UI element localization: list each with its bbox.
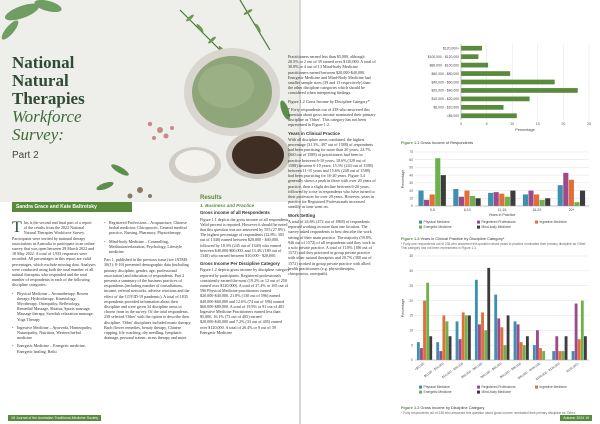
bar — [461, 46, 482, 51]
bar — [494, 295, 497, 360]
hero-image — [0, 0, 299, 202]
legend-swatch — [477, 391, 480, 394]
bar — [461, 97, 530, 102]
discipline-income-text: Figure 1.2 depicts gross income by discipline category reported by participants. Registered professionals consistently earned the most (19.2% or 12 out of 250 earned over $120,000). A total of 27.4% or 165 out of 596 Physical Medicine practitioners earned $20,000-$40,000, 21.8% (130 out of 596) earned $40,000-$60,000 and 12.6% (74 out of 596) earned $60,000-$80,000. A total of 19.9% or 81 out of 405 Ingestive Medicine Practitioners earned less than $5,000, 16.1% (73 out of 405) earned $20,000-$40,000 and 7.2% (33 out of 405) earned over $120,000. A total of 26.4% or 9 out of 39 Energetic Medicine — [200, 267, 290, 335]
y-tick-label: 30 — [409, 181, 413, 186]
y-tick-label: 0 — [411, 204, 413, 209]
legend-label: Physical Medicine — [423, 220, 450, 224]
x-axis-label: Percentage — [515, 128, 535, 132]
x-category-label: 0-5 — [429, 208, 435, 212]
discipline-list-2 — [104, 220, 192, 254]
bar — [510, 191, 515, 206]
x-axis-label: Years in Practice — [488, 213, 516, 217]
bar — [441, 175, 446, 206]
bar — [523, 345, 526, 360]
gross-income-heading: Gross income of all Respondents — [200, 210, 270, 216]
list-item: • Physical Medicine – Aromatherapy, Bowen therapy, Hydrotherapy, Kinesiology, Myotherapy, Osteopathy, Reflexology, Remedial Massage, Shiatsu, Sports massage, Massage therapy, Swedish relaxation massage, Yoga Therapy — [12, 291, 96, 322]
bar — [540, 200, 545, 206]
y-category-label: $40,000 - $60,000 — [431, 80, 459, 85]
y-tick-label: 20 — [409, 188, 413, 193]
bar — [449, 336, 452, 360]
x-tick-label: 20 — [561, 122, 566, 126]
bar — [470, 196, 475, 206]
bar — [426, 283, 429, 360]
bar — [442, 315, 445, 360]
bar — [429, 336, 432, 360]
y-tick-label: 20 — [409, 298, 413, 303]
y-category-label: $60,000 - $80,000 — [431, 71, 459, 76]
column-2 — [104, 220, 192, 343]
bar — [542, 351, 545, 360]
y-category-label: $5,000 - $10,000 — [433, 105, 459, 110]
x-category-label: $5,000 - $10,000 — [423, 361, 445, 379]
x-category-label: $80,000 - $100,000 — [516, 361, 542, 381]
discipline-income-chart — [399, 252, 595, 402]
legend-label: Physical Medicine — [423, 385, 450, 389]
legend-label: Registered Professions — [481, 220, 516, 224]
bar — [528, 191, 533, 206]
bar — [572, 351, 575, 360]
y-tick-label: 10 — [409, 328, 413, 333]
y-category-label: $80,000 - $100,000 — [429, 63, 459, 68]
bar — [526, 336, 529, 360]
bar — [580, 191, 585, 206]
x-tick-label: 5 — [485, 122, 488, 126]
column-4 — [288, 54, 376, 279]
bar — [507, 315, 510, 360]
bar — [578, 339, 581, 360]
bar — [468, 315, 471, 360]
footer-right — [560, 415, 592, 421]
fig-gross-label: Figure 1.1 — [401, 140, 420, 145]
bar — [520, 342, 523, 360]
years-practice-chart — [399, 148, 595, 234]
y-tick-label: 70 — [409, 150, 413, 155]
fig-disc-note: * Forty respondents out of 238 who answered this question about gross income nominated their primary discipline as 'Other'. — [401, 411, 577, 415]
bar — [461, 105, 503, 110]
legend-swatch — [477, 386, 480, 389]
bar — [418, 191, 423, 206]
x-category-label: <$5,000 — [413, 361, 426, 372]
y-tick-label: 25 — [409, 283, 413, 288]
intro-paragraph — [12, 220, 96, 288]
legend-label: Mind-body Medicine — [481, 225, 512, 229]
legend-swatch — [419, 221, 422, 224]
x-tick-label: 25 — [587, 122, 591, 126]
bar — [523, 194, 528, 206]
author-bar: Sandra Grace and Kate Baltrotsky — [12, 202, 132, 212]
part-overview-paragraph: Part 1, published in the previous issue (see JATMS 30(1): 8-16) presented demographic data (including primary discipline, gender, age, professional association) and education of respondents. Part 2 presents a summary of the business practices of respondents (including number of consultations, income, referral networks, adverse reactions and the effect of the COVID-19 pandemic). A total of 1835 respondents provided information about their discipline and were given 34 discipline areas to choose from in the survey. Of the total respondents, 238 selected 'Other' with the option to describe their discipline. 'Other' disciplines included music therapy, Bach flower remedies, beauty therapy, Chinese cupping, life coaching, dry needling, lymphatic drainage, personal trainer, stress therapy and more. — [104, 257, 192, 341]
bar — [558, 185, 563, 206]
bar — [514, 321, 517, 360]
x-category-label: $10,000 - $20,000 — [441, 361, 464, 380]
fig-disc-title: Gross Income by Discipline Category — [420, 405, 485, 410]
bar — [423, 301, 426, 360]
dropcap: T — [12, 219, 22, 236]
list-item: • Registered Professions – Acupuncture, Chinese herbal medicine, Chiropractic, General medical practice, Nursing, Pharmacy, Physiotherapy — [104, 220, 192, 236]
bar — [497, 318, 500, 360]
journal-name: Journal of the Australian Traditional-Medicine Society — [15, 416, 99, 420]
work-setting-heading: Work Setting — [288, 212, 315, 218]
bar — [430, 194, 435, 206]
bar — [545, 198, 550, 206]
bar — [464, 191, 469, 206]
figure-discipline-income — [399, 252, 595, 402]
gross-income-chart — [399, 40, 595, 136]
y-tick-label: 35 — [409, 254, 413, 259]
fig-gross-title: Gross Income of Respondents — [420, 140, 474, 145]
bar — [453, 189, 458, 206]
bar — [533, 345, 536, 360]
legend-swatch — [419, 386, 422, 389]
legend-label: Mind-body Medicine — [481, 390, 512, 394]
figure-years-practice — [399, 148, 595, 234]
x-tick-label: 15 — [535, 122, 540, 126]
x-category-label: $40,000 - $60,000 — [479, 361, 503, 380]
title-line-therapies: Therapies — [12, 89, 85, 108]
bar — [534, 194, 539, 206]
bar — [558, 351, 561, 360]
y-tick-label: 0 — [411, 358, 413, 363]
bar — [420, 348, 423, 360]
bar — [459, 339, 462, 360]
fig-gross-caption — [401, 140, 473, 145]
x-category-label: 20+ — [568, 208, 575, 212]
legend-label: Energetic Medicine — [423, 390, 452, 394]
title-part: Part 2 — [12, 150, 39, 161]
x-tick-label: 0 — [460, 122, 462, 126]
bar — [462, 312, 465, 360]
discipline-income-heading: Gross Income Per Discipline Category — [200, 261, 280, 267]
bar — [481, 312, 484, 360]
fig-years-label: Figure 1.3 — [401, 236, 420, 241]
y-tick-label: 40 — [409, 173, 413, 178]
bar — [500, 327, 503, 360]
bar — [446, 321, 449, 360]
y-category-label: $100,000 - $120,000 — [427, 54, 459, 59]
bar — [488, 193, 493, 206]
bar — [461, 71, 510, 76]
y-tick-label: 15 — [409, 313, 413, 318]
column-intro — [12, 220, 96, 357]
bar — [517, 324, 520, 360]
page-number: 19 — [585, 416, 589, 420]
bar — [563, 173, 568, 206]
journal-issue: Autumn 2024 — [563, 416, 585, 420]
bar — [575, 304, 578, 360]
x-category-label: $100,000 - $120,000 — [534, 361, 561, 382]
bar — [581, 301, 584, 360]
legend-swatch — [477, 221, 480, 224]
bar — [461, 80, 555, 85]
legend-swatch — [419, 391, 422, 394]
bar — [536, 330, 539, 360]
bar — [539, 348, 542, 360]
legend-swatch — [477, 226, 480, 229]
title-line-national: National — [12, 53, 75, 72]
x-category-label: 16-20 — [532, 208, 542, 212]
list-item: • Energetic Medicine – Energetic medicine, Energetic healing, Reiki — [12, 343, 96, 353]
x-category-label: 6-10 — [463, 208, 471, 212]
bar — [552, 351, 555, 360]
bar — [459, 197, 464, 206]
bar — [424, 200, 429, 206]
legend-swatch — [535, 221, 538, 224]
bar — [499, 194, 504, 206]
title-line-workforce: Workforce — [12, 107, 82, 126]
x-category-label: 11-15 — [497, 208, 507, 212]
other-footnote: * Forty respondents out of 238 who answered this question about gross income nominated their primary discipline as 'Other'. This category has not been represented in Figure 1.2. — [288, 106, 376, 128]
bar — [461, 113, 517, 118]
fig-years-note: * Forty-one respondents out of 238 who answered this question about years in practice nominated their primary discipline as 'Other'. This category has not been represented in Figure 1.3. — [401, 242, 588, 250]
y-category-label: $10,000 - $20,000 — [431, 97, 459, 102]
x-category-label: $20,000 - $40,000 — [460, 361, 484, 380]
bar — [584, 336, 587, 360]
bar — [461, 54, 478, 59]
legend-swatch — [535, 386, 538, 389]
title-line-survey: Survey: — [12, 125, 64, 144]
y-axis-label: Percentage — [401, 298, 405, 318]
bar — [435, 158, 440, 206]
business-subheading: 1. Business and Practice — [200, 203, 255, 209]
bar — [504, 345, 507, 360]
bar — [494, 192, 499, 206]
figure-gross-income — [399, 40, 595, 136]
y-category-label: $20,000 - $40,000 — [431, 88, 459, 93]
column-3 — [200, 196, 290, 338]
bar — [478, 324, 481, 360]
fig-years-caption — [401, 236, 504, 241]
energetic-income-text: Practitioners earned less than $5,000, although 20.5% or 2 out of 39 earned over $120,000. A total of 30.8% or 4 out of 13 Mind-body Medicine practitioners earned between $20,000-$40,000. Energetic Medicine and Mind-Body Medicine had smaller sample sizes (39 and 13 respectively) than the other discipline categories which should be considered when interpreting findings. — [288, 54, 376, 96]
y-tick-label: 60 — [409, 157, 413, 162]
fig-years-title: Years in Clinical Practice by Discipline Category* — [420, 236, 505, 241]
list-item: • Mind-body Medicine – Counselling, Meditation/relaxation, Psychology, Lifestyle medicine — [104, 239, 192, 255]
y-tick-label: 30 — [409, 269, 413, 274]
discipline-list-1 — [12, 291, 96, 354]
list-item: • Ingestive Medicine – Ayurveda, Homeopathy, Naturopathy, Nutrition, Western herbal medicine — [12, 325, 96, 341]
fig-disc-caption — [401, 405, 485, 410]
bar — [461, 88, 578, 93]
y-category-label: <$5,000 — [446, 114, 459, 119]
left-page — [0, 0, 299, 424]
x-category-label: $120,000+ — [565, 361, 580, 374]
years-heading: Years in Clinical Practice — [288, 130, 340, 136]
bar — [505, 197, 510, 206]
intro-text: his is the second and final part of a report of the results from the 2022 National Natural Therapies Workforce Survey. Participants were invited by national therapy associations in Australia to participate in an online survey that was open between 29 March 2022 and 18 May 2022. A total of 1,933 responses were recorded. All percentages in this report are valid percentages, which exclude missing data. Analyses were conducted using both the total number of all natural therapists who responded and the total number of respondents in each of the following discipline categories: — [12, 220, 96, 288]
legend-label: Registered Professions — [481, 385, 516, 389]
work-setting-text: A total of 24.6% (472 out of 1868) of respondents reported working in more than one location. The survey asked respondents to best describe the work setting of their main practice. The majority (59.8%, 946 out of 1572) of all respondents said they work in a solo private practice. A total of 11.8% (186 out of 1572) said they practised in group private practice with other natural therapists and 20.7% (380 out of 1572) worked in group private practice with allied health practitioners (e.g. physiotherapist, chiropractor, osteopath). — [288, 218, 375, 276]
legend-label: Ingestive Medicine — [539, 220, 567, 224]
y-tick-label: 50 — [409, 165, 413, 170]
page-number: 18 — [11, 416, 15, 420]
bar — [417, 342, 420, 360]
bar — [475, 280, 478, 360]
fig-disc-label: Figure 1.2 — [401, 405, 420, 410]
article-title — [12, 54, 162, 161]
bar — [456, 321, 459, 360]
bar — [476, 198, 481, 206]
legend-label: Energetic Medicine — [423, 225, 452, 229]
years-text: With all discipline areas combined, the highest percentage (31.3%, 497 out of 1588) of respondents had been practising for more than 20 years; 22.7% (360 out of 1588) of practitioners had been in practice between 6-10 years; 18.6% (329 out of 1588) between 6-10 years; 15.3% (243 out of 1588) between 11-15 years and 15.6% (248 out of 1588) had been practicing for 16-20 years. Figure 3.4 generally shows a peak in those with over 20 years of practice, then a slight decline between 6-20 years, followed by a rise in respondents who have turned to their profession for over 20 years. However, years in practice for Registered Professionals increased steadily as time went on. — [288, 136, 376, 210]
y-category-label: $120,000+ — [442, 46, 459, 51]
results-heading: Results — [200, 195, 222, 201]
bar — [465, 315, 468, 360]
footer-left — [8, 415, 101, 421]
legend-swatch — [419, 226, 422, 229]
x-category-label: $60,000 - $80,000 — [499, 361, 522, 380]
bar — [565, 336, 568, 360]
title-line-natural: Natural — [12, 71, 69, 90]
legend-label: Ingestive Medicine — [539, 385, 567, 389]
bar — [562, 351, 565, 360]
x-tick-label: 10 — [510, 122, 515, 126]
bar — [436, 342, 439, 360]
figure-reference: Figure 1.2 Gross Income by Discipline Category* — [288, 98, 370, 104]
y-axis-label: Percentage — [401, 169, 405, 189]
right-page — [288, 0, 600, 424]
bar — [484, 330, 487, 360]
y-tick-label: 5 — [411, 343, 413, 348]
y-tick-label: 10 — [409, 196, 413, 201]
gross-income-text: Figure 1.1 depicts the gross income of all respondents. Valid percent is reported. However it should be noted that this question was not answered by 555 (27.8%). The highest percentage of respondents (22.8%, 305 out of 1340) earned between $20,000 - $40,000, followed by 18.3% (245 out of 1340) who earned between $40,000-$60,000, and 13.4% (180 out of 1340) who earned between $10,000 - $20,000. — [200, 216, 290, 259]
bar — [569, 180, 574, 206]
bar — [439, 351, 442, 360]
bar — [555, 336, 558, 360]
bar — [487, 268, 490, 360]
bar — [461, 63, 488, 68]
bar — [574, 202, 579, 206]
